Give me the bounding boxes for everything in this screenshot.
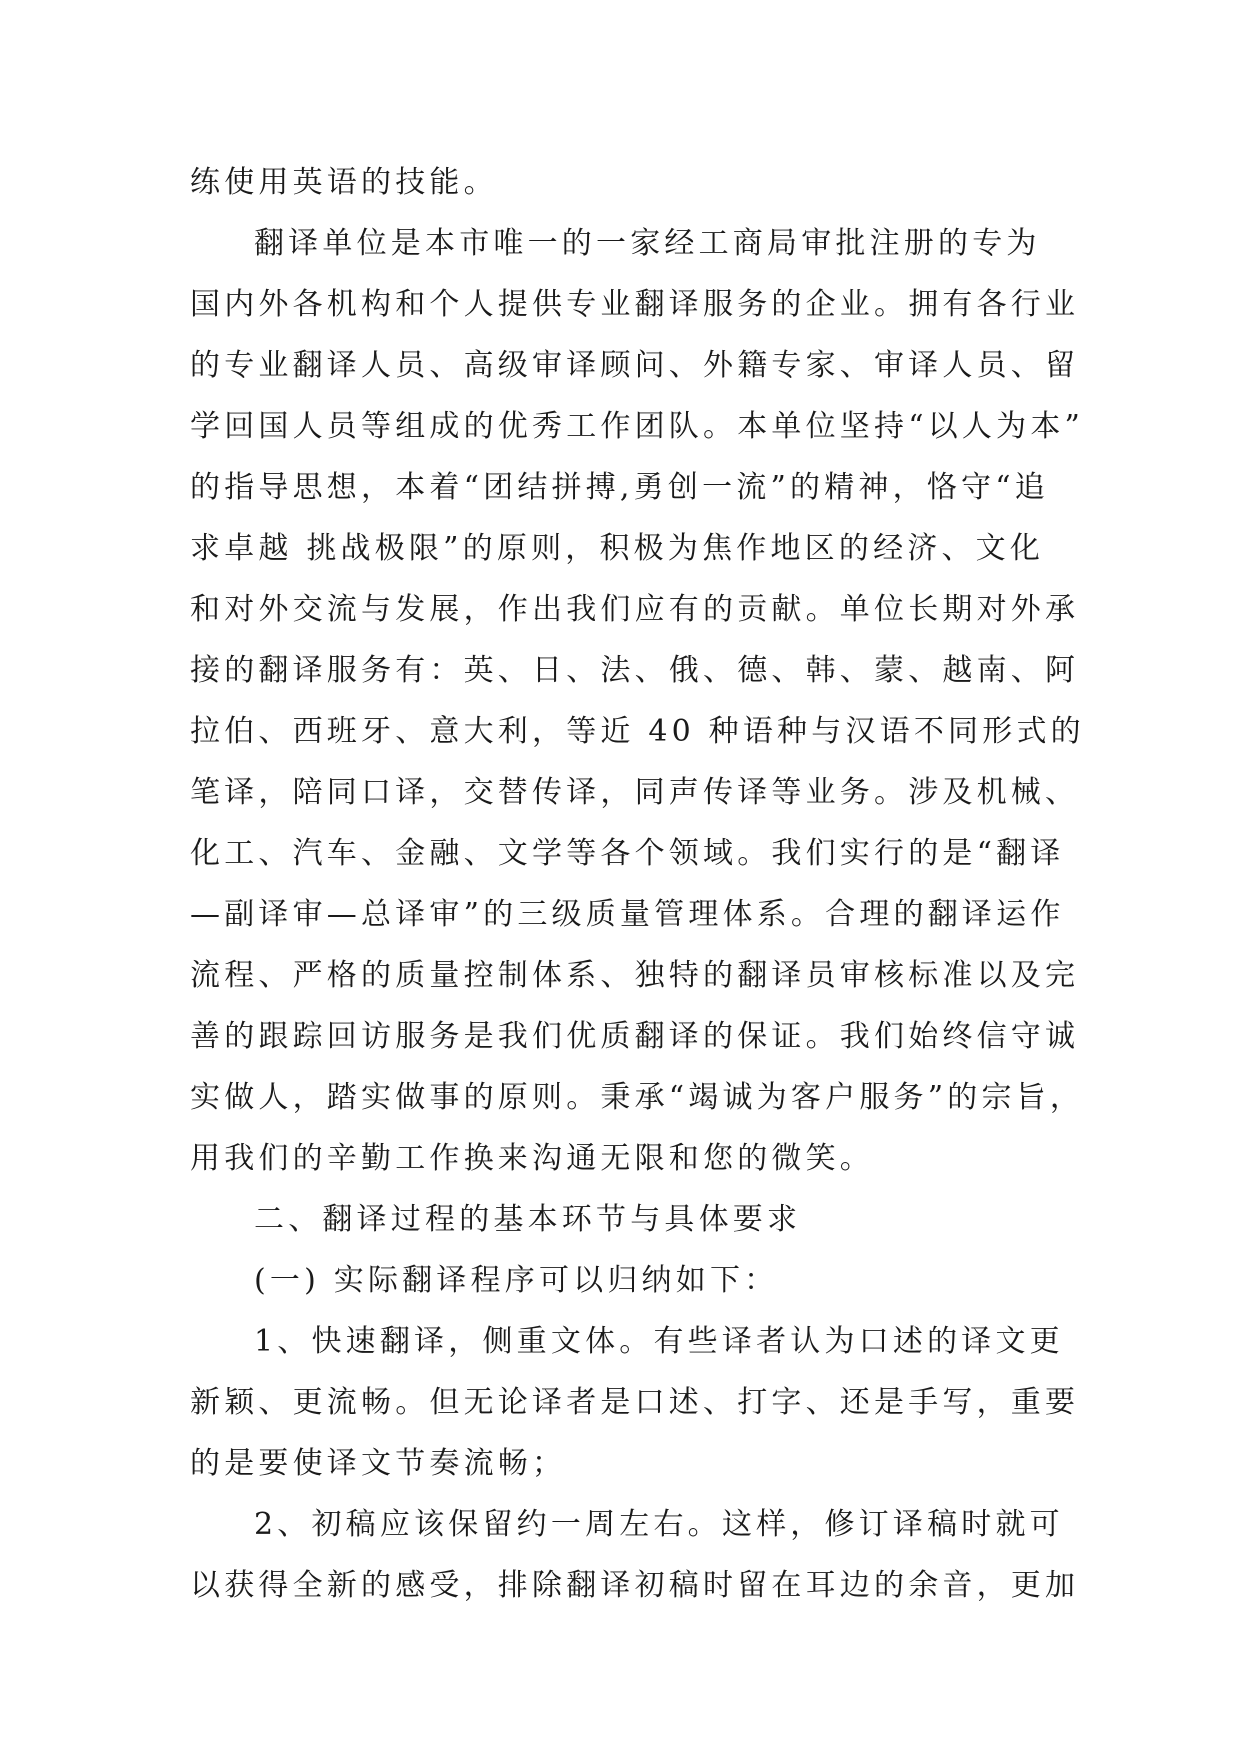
section-heading: 二、翻译过程的基本环节与具体要求 (254, 1202, 802, 1237)
paragraph-line: 练使用英语的技能。 (190, 165, 498, 200)
paragraph-line: 实做人，踏实做事的原则。秉承“竭诚为客户服务”的宗旨， (190, 1080, 1085, 1115)
paragraph-line: 和对外交流与发展，作出我们应有的贡献。单位长期对外承 (190, 592, 1080, 627)
paragraph-line: 拉伯、西班牙、意大利，等近 40 种语种与汉语不同形式的 (190, 714, 1085, 749)
paragraph-line: 用我们的辛勤工作换来沟通无限和您的微笑。 (190, 1141, 874, 1176)
paragraph-line: 翻译单位是本市唯一的一家经工商局审批注册的专为 (254, 226, 1041, 261)
paragraph-line: 流程、严格的质量控制体系、独特的翻译员审核标准以及完 (190, 958, 1080, 993)
paragraph-line: —副译审—总译审”的三级质量管理体系。合理的翻译运作 (190, 897, 1065, 932)
subsection-heading: (一) 实际翻译程序可以归纳如下： (254, 1263, 779, 1298)
list-item-line: 以获得全新的感受，排除翻译初稿时留在耳边的余音，更加 (190, 1568, 1080, 1603)
paragraph-line: 善的跟踪回访服务是我们优质翻译的保证。我们始终信守诚 (190, 1019, 1080, 1054)
paragraph-line: 接的翻译服务有：英、日、法、俄、德、韩、蒙、越南、阿 (190, 653, 1080, 688)
document-body (190, 152, 1085, 1616)
list-item-line: 1、快速翻译，侧重文体。有些译者认为口述的译文更 (254, 1324, 1064, 1359)
paragraph-line: 求卓越 挑战极限”的原则，积极为焦作地区的经济、文化 (190, 531, 1045, 566)
paragraph-line: 化工、汽车、金融、文学等各个领域。我们实行的是“翻译 (190, 836, 1065, 871)
paragraph-line: 的指导思想，本着“团结拼搏,勇创一流”的精神，恪守“追 (190, 470, 1049, 505)
list-item-line: 的是要使译文节奏流畅； (190, 1446, 567, 1481)
paragraph-line: 国内外各机构和个人提供专业翻译服务的企业。拥有各行业 (190, 287, 1080, 322)
paragraph-line: 的专业翻译人员、高级审译顾问、外籍专家、审译人员、留 (190, 348, 1080, 383)
paragraph-line: 笔译，陪同口译，交替传译，同声传译等业务。涉及机械、 (190, 775, 1080, 810)
list-item-line: 2、初稿应该保留约一周左右。这样，修订译稿时就可 (254, 1507, 1064, 1542)
list-item-line: 新颖、更流畅。但无论译者是口述、打字、还是手写，重要 (190, 1385, 1080, 1420)
paragraph-line: 学回国人员等组成的优秀工作团队。本单位坚持“以人为本” (190, 409, 1085, 444)
